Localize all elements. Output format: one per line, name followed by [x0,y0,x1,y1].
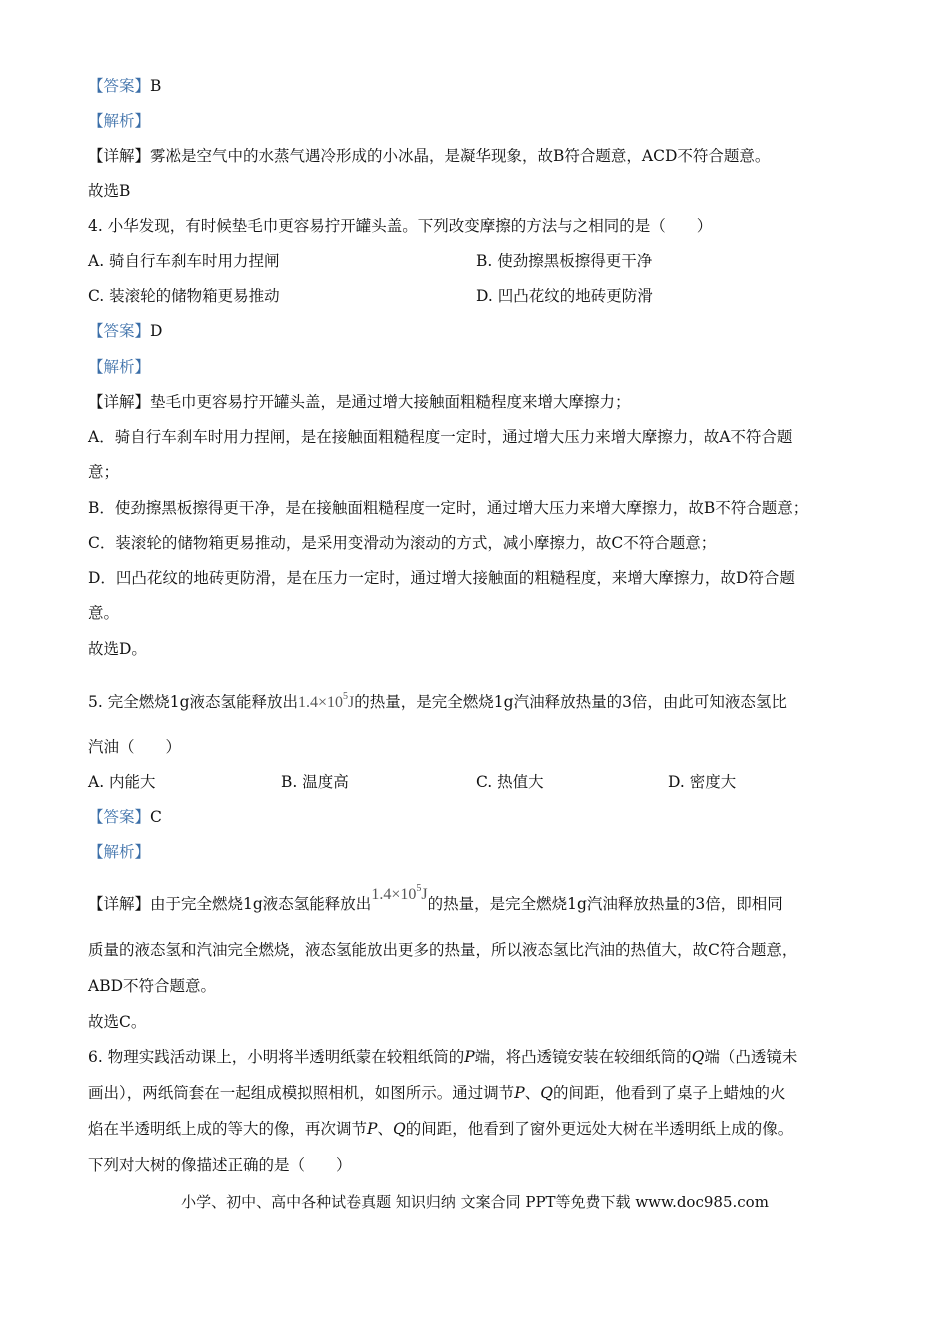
q4-detail-intro [88,392,631,412]
q5-option-c: C. 热值大 [476,773,544,791]
var-p: P [464,1048,475,1066]
q4-detail-a-line2: 意； [88,463,120,481]
var-q: Q [392,1120,406,1138]
q5-stem-line2: 汽油（ ） [88,738,182,756]
q4-answer [88,321,162,341]
q5-analysis-tag: 【解析】 [88,843,151,861]
q6-stem-line1 [88,1047,797,1067]
var-p: P [514,1084,525,1102]
answer-value: B [150,77,162,95]
stem-text: 端（凸透镜未 [704,1048,798,1066]
q6-stem-line3 [88,1119,793,1139]
var-q: Q [691,1048,705,1066]
detail-text: 雾凇是空气中的水蒸气遇冷形成的小冰晶，是凝华现象，故B符合题意，ACD不符合题意。 [150,147,771,165]
q4-detail-c: C．装滚轮的储物箱更易推动，是采用变滑动为滚动的方式，减小摩擦力，故C不符合题意； [88,534,717,552]
formula-unit: J [421,886,428,903]
q4-detail-d-line1: D．凹凸花纹的地砖更防滑，是在压力一定时，通过增大接触面的粗糙程度，来增大摩擦力，故D符合题 [88,569,795,587]
q4-detail-b: B．使劲擦黑板擦得更干净，是在接触面粗糙程度一定时，通过增大压力来增大摩擦力，故B不符合题意； [88,499,809,517]
q4-analysis-tag: 【解析】 [88,358,151,376]
var-q: Q [540,1084,553,1102]
stem-text: 、 [377,1120,393,1138]
formula-unit: J [348,694,355,711]
answer-tag: 【答案】 [88,77,151,95]
energy-formula [298,691,355,711]
q4-option-a: A. 骑自行车刹车时用力捏闸 [88,252,280,270]
answer-tag: 【答案】 [88,808,151,826]
stem-text: 焰在半透明纸上成的等大的像，再次调节 [88,1120,368,1138]
q5-option-b: B. 温度高 [281,773,349,791]
answer-value: C [150,808,162,826]
q4-option-c: C. 装滚轮的储物箱更易推动 [88,287,280,305]
q3-answer [88,76,161,96]
stem-text: 的间距，他看到了窗外更远处大树在半透明纸上成的像。 [405,1120,794,1138]
stem-text: 端，将凸透镜安装在较细纸筒的 [474,1048,692,1066]
q5-conclusion: 故选C。 [88,1013,147,1031]
stem-text: 、 [524,1084,541,1102]
formula-base: 1.4×10 [298,694,344,711]
formula-base: 1.4×10 [371,886,417,903]
q5-detail-line1 [88,883,783,915]
detail-tag: 【详解】 [88,393,151,411]
detail-tag: 【详解】 [88,147,151,165]
stem-text: 6. 物理实践活动课上，小明将半透明纸蒙在较粗纸筒的 [88,1048,465,1066]
answer-value: D [150,322,163,340]
stem-text: 画出），两纸筒套在一起组成模拟照相机，如图所示。通过调节 [88,1084,515,1102]
formula-exponent: 5 [343,691,349,702]
page-footer: 小学、初中、高中各种试卷真题 知识归纳 文案合同 PPT等免费下载 www.doc985.com [181,1193,769,1211]
answer-tag: 【答案】 [88,322,151,340]
q6-stem-line4: 下列对大树的像描述正确的是（ ） [88,1156,352,1174]
stem-text: 的间距，他看到了桌子上蜡烛的火 [552,1084,786,1102]
q4-conclusion: 故选D。 [88,640,147,658]
q4-option-d: D. 凹凸花纹的地砖更防滑 [476,287,653,305]
energy-formula [371,883,428,903]
detail-tag: 【详解】 [88,895,151,913]
q4-detail-a-line1: A．骑自行车刹车时用力捏闸，是在接触面粗糙程度一定时，通过增大压力来增大摩擦力，故A不符合题 [88,428,793,446]
q3-analysis-tag: 【解析】 [88,112,151,130]
q5-stem-line1 [88,687,787,713]
q4-detail-d-line2: 意。 [88,604,120,622]
q5-option-d: D. 密度大 [668,773,737,791]
q5-option-a: A. 内能大 [88,773,156,791]
detail-text: 的热量，是完全燃烧1g汽油释放热量的3倍，即相同 [427,895,783,913]
q5-detail-line2: 质量的液态氢和汽油完全燃烧，液态氢能放出更多的热量，所以液态氢比汽油的热值大，故C符合题意， [88,941,798,959]
detail-text: 由于完全燃烧1g液态氢能释放出 [150,895,372,913]
stem-text: 5. 完全燃烧1g液态氢能释放出 [88,693,299,711]
formula-exponent: 5 [416,883,422,894]
q4-option-b: B. 使劲擦黑板擦得更干净 [476,252,653,270]
q4-stem: 4. 小华发现，有时候垫毛巾更容易拧开罐头盖。下列改变摩擦的方法与之相同的是（ ） [88,217,713,235]
var-p: P [367,1120,378,1138]
stem-text: 的热量，是完全燃烧1g汽油释放热量的3倍，由此可知液态氢比 [354,693,787,711]
q5-answer [88,807,162,827]
q5-detail-line3: ABD不符合题意。 [88,977,217,995]
q3-conclusion: 故选B [88,182,131,200]
q3-detail [88,146,770,166]
q6-stem-line2 [88,1083,785,1103]
detail-text: 垫毛巾更容易拧开罐头盖，是通过增大接触面粗糙程度来增大摩擦力； [150,393,631,411]
